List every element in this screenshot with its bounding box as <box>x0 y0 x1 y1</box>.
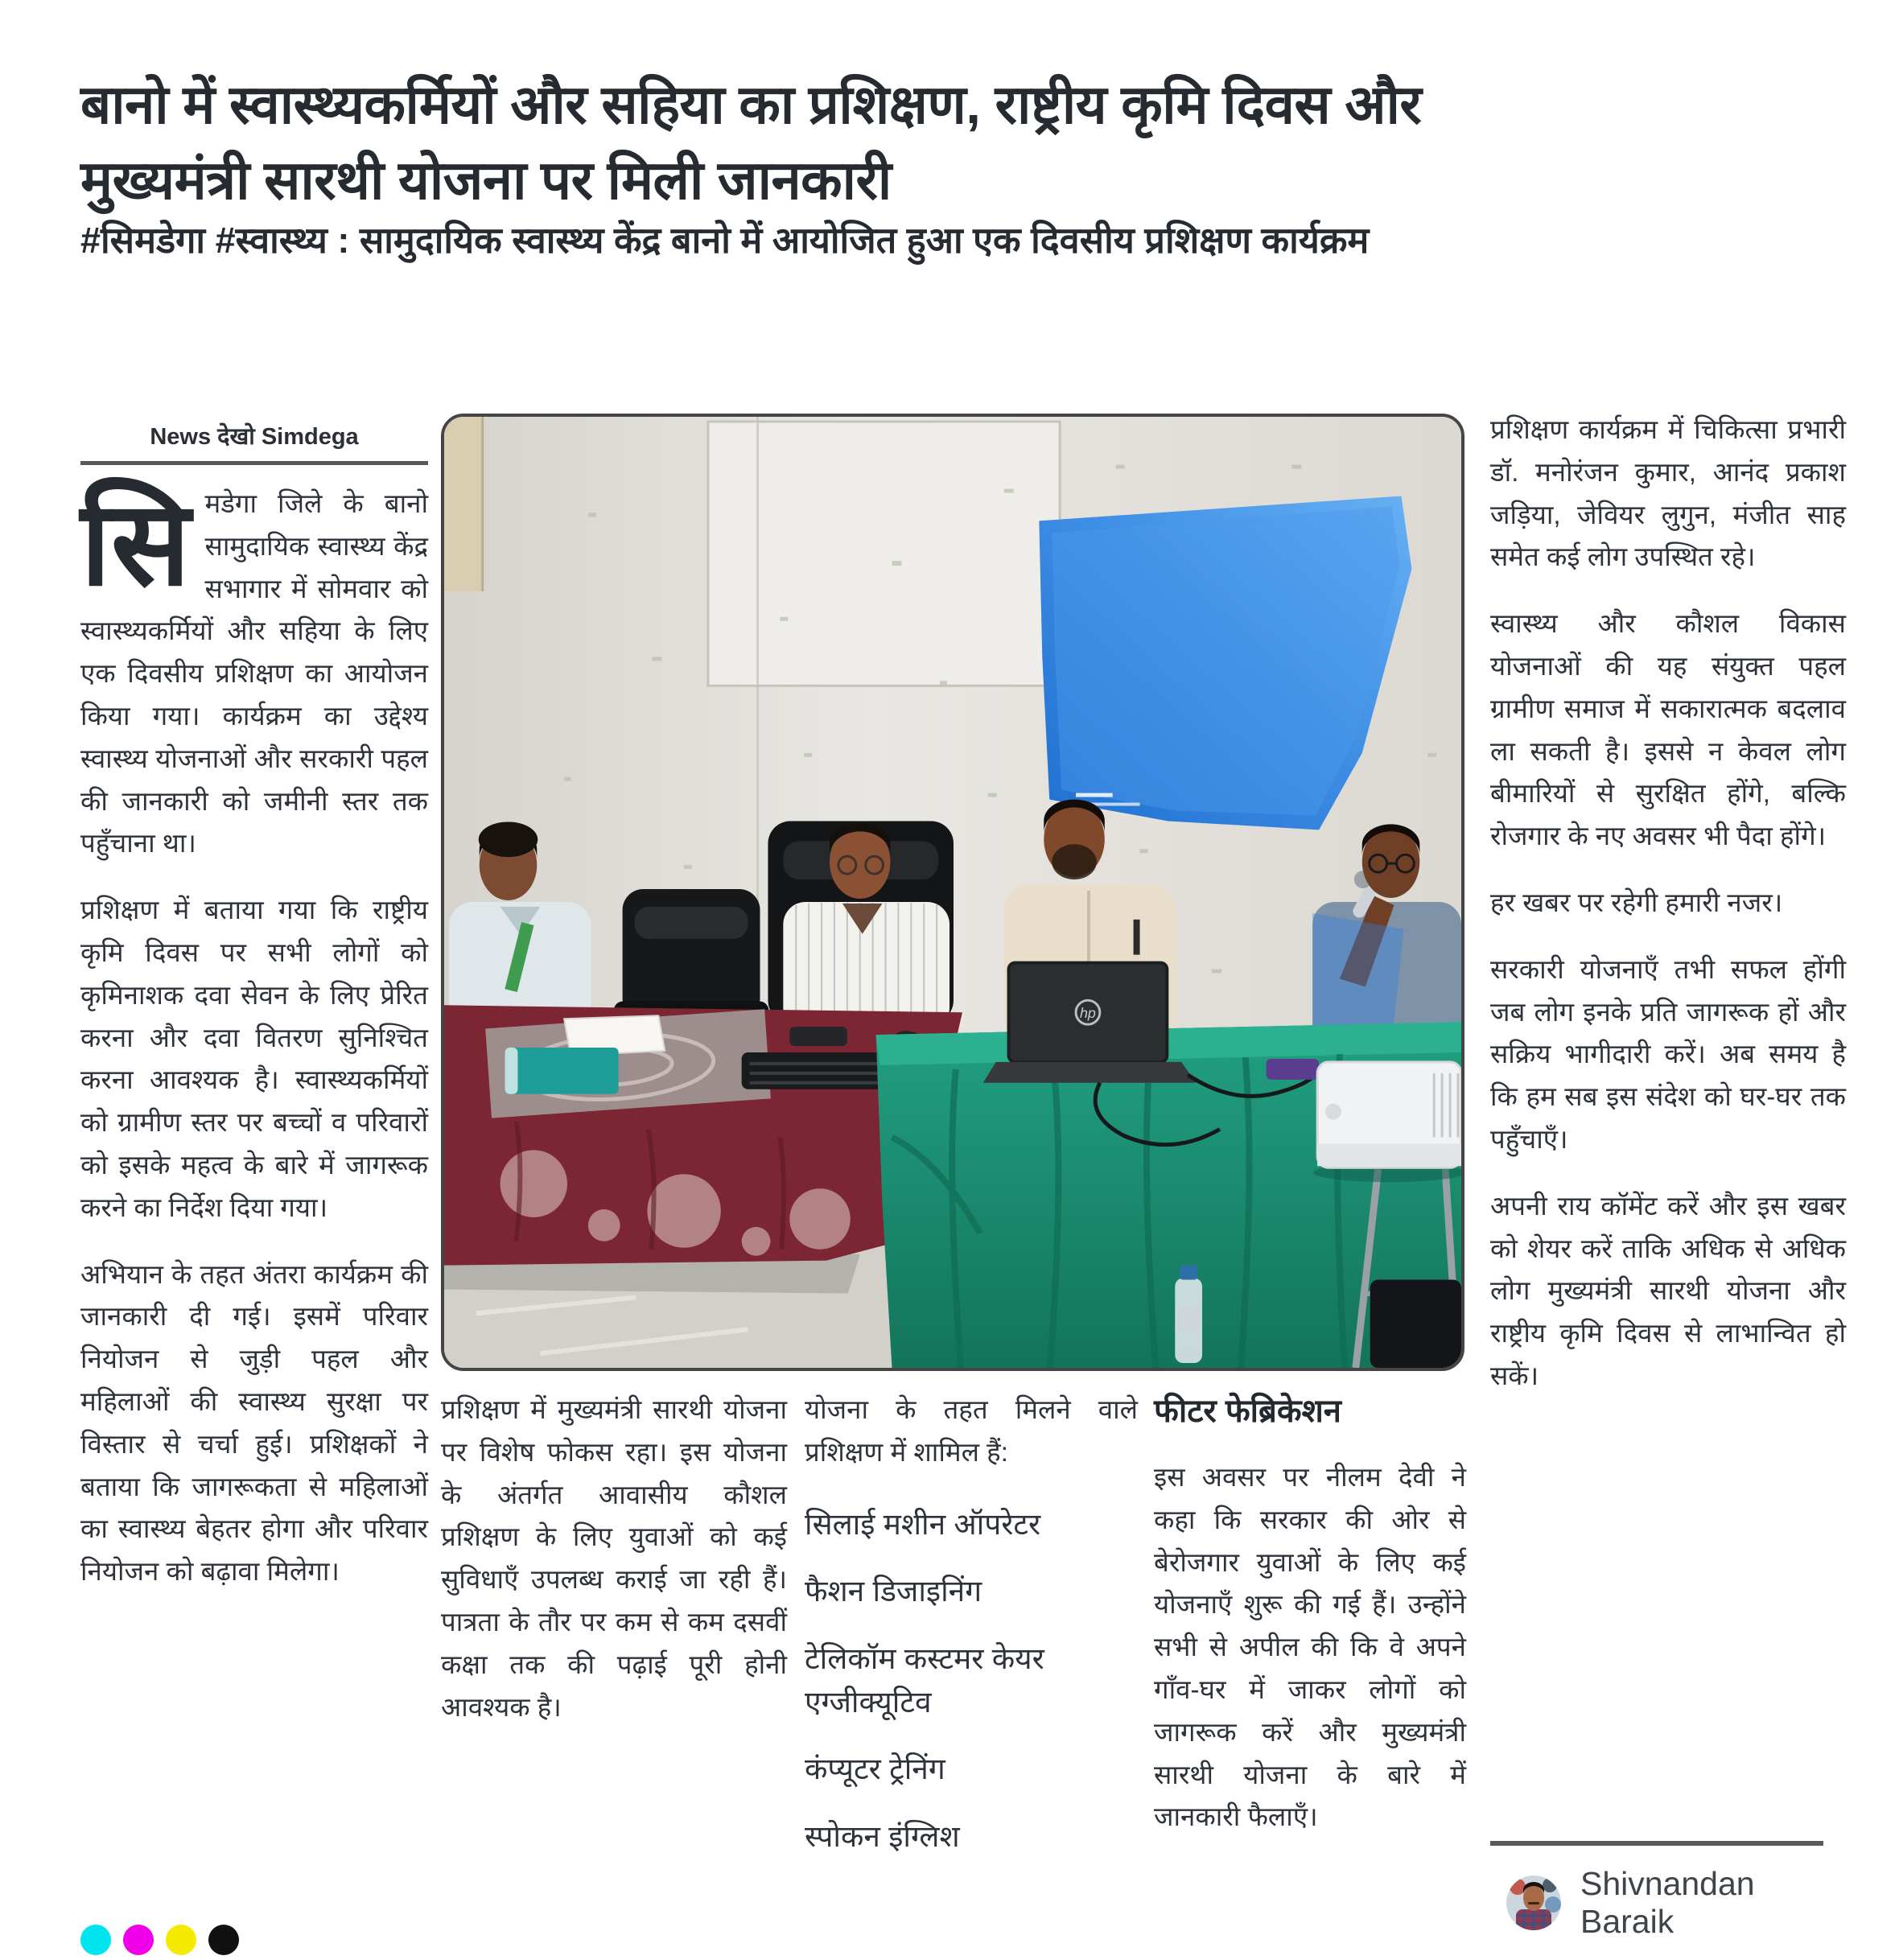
paragraph: अपनी राय कॉमेंट करें और इस खबर को शेयर करें ताकि अधिक से अधिक लोग मुख्यमंत्री सारथी योजना और राष्ट्रीय कृमि दिवस से लाभान्वित हो सकें। <box>1490 1190 1846 1390</box>
middle-column-2 <box>805 1389 1138 1882</box>
paragraph: हर खबर पर रहेगी हमारी नजर। <box>1490 887 1783 917</box>
yellow-dot <box>166 1925 196 1955</box>
training-room-scene <box>444 417 1461 1368</box>
notebook <box>505 1048 619 1094</box>
paragraph: अभियान के तहत अंतरा कार्यक्रम की जानकारी दी गई। इसमें परिवार नियोजन से जुड़ी पहल और महिलाओं की स्वास्थ्य सुरक्षा पर विस्तार से चर्चा हुई। प्रशिक्षकों ने बताया कि जागरूकता से महिलाओं का स्वास्थ्य बेहतर होगा और परिवार नियोजन को बढ़ावा मिलेगा। <box>80 1258 428 1587</box>
purple-device <box>1267 1059 1320 1080</box>
course-item: फैशन डिजाइनिंग <box>805 1575 982 1608</box>
cupboard-corner <box>444 417 483 591</box>
course-item: स्पोकन इंग्लिश <box>805 1819 960 1853</box>
author-avatar <box>1506 1876 1561 1930</box>
byline-block <box>80 420 428 465</box>
section-heading: फीटर फेब्रिकेशन <box>1154 1394 1341 1429</box>
paragraph: इस अवसर पर नीलम देवी ने कहा कि सरकार की ओर से बेरोजगार युवाओं के लिए कई योजनाएँ शुरू की गई हैं। उन्होंने सभी से अपील की कि वे अपने गाँव-घर में जाकर लोगों को जागरूक करें और मुख्यमंत्री सारथी योजना के बारे में जानकारी फैलाएँ। <box>1154 1462 1466 1832</box>
course-item: टेलिकॉम कस्टमर केयर एग्जीक्यूटिव <box>805 1641 1044 1719</box>
magenta-dot <box>123 1925 154 1955</box>
office-chair-empty <box>614 889 769 1022</box>
print-color-marks <box>80 1923 251 1957</box>
course-item: सिलाई मशीन ऑपरेटर <box>805 1507 1041 1541</box>
projector <box>1313 1062 1461 1182</box>
laptop <box>983 963 1196 1083</box>
cyan-dot <box>80 1925 111 1955</box>
middle-column-1 <box>441 1389 787 1752</box>
author-block <box>1490 1841 1823 1941</box>
dark-case <box>1370 1280 1461 1368</box>
article-subheadline: #सिमडेगा #स्वास्थ्य : सामुदायिक स्वास्थ्य केंद्र बानो में आयोजित हुआ एक दिवसीय प्रशिक्षण कार्यक्रम <box>80 220 1370 261</box>
course-list-intro: योजना के तहत मिलने वाले प्रशिक्षण में शामिल हैं: <box>805 1394 1138 1467</box>
paragraph: स्वास्थ्य और कौशल विकास योजनाओं की यह संयुक्त पहल ग्रामीण समाज में सकारात्मक बदलाव ला सकती है। इससे न केवल लोग बीमारियों से सुरक्षित होंगे, बल्कि रोजगार के नए अवसर भी पैदा होंगे। <box>1490 608 1846 851</box>
byline-source: News देखो Simdega <box>150 424 359 450</box>
right-column <box>1490 409 1846 1422</box>
black-dot <box>208 1925 239 1955</box>
author-divider <box>1490 1841 1823 1846</box>
paragraph: प्रशिक्षण में मुख्यमंत्री सारथी योजना पर विशेष फोकस रहा। इस योजना के अंतर्गत आवासीय कौशल प्रशिक्षण के लिए युवाओं को कई सुविधाएँ उपलब्ध कराई जा रही हैं। पात्रता के तौर पर कम से कम दसवीं कक्षा तक की पढ़ाई पूरी होनी आवश्यक है। <box>441 1394 787 1722</box>
paragraph-text: मडेगा जिले के बानो सामुदायिक स्वास्थ्य केंद्र सभागार में सोमवार को स्वास्थ्यकर्मियों और सहिया के लिए एक दिवसीय प्रशिक्षण का आयोजन किया गया। कार्यक्रम का उद्देश्य स्वास्थ्य योजनाओं और सरकारी पहल की जानकारी को जमीनी स्तर तक पहुँचाना था। <box>80 488 428 859</box>
article-photo <box>441 414 1464 1371</box>
paragraph: सरकारी योजनाएँ तभी सफल होंगी जब लोग इनके प्रति जागरूक हों और सक्रिय भागीदारी करें। अब समय है कि हम सब इस संदेश को घर-घर तक पहुँचाएँ। <box>1490 953 1846 1154</box>
paragraph <box>80 478 428 865</box>
article-headline: बानो में स्वास्थ्यकर्मियों और सहिया का प्रशिक्षण, राष्ट्रीय कृमि दिवस और मुख्यमंत्री सारथी योजना पर मिली जानकारी <box>80 75 1422 211</box>
water-bottle <box>1175 1266 1202 1363</box>
drop-cap: सि <box>80 478 191 609</box>
whiteboard <box>708 422 1060 686</box>
avatar-image <box>1506 1876 1561 1930</box>
paragraph: प्रशिक्षण कार्यक्रम में चिकित्सा प्रभारी डॉ. मनोरंजन कुमार, आनंद प्रकाश जड़िया, जेवियर लुगुन, मंजीत साह समेत कई लोग उपस्थित रहे। <box>1490 414 1846 572</box>
author-name: Shivnandan Baraik <box>1580 1865 1755 1940</box>
middle-column-3 <box>1154 1386 1466 1863</box>
left-column <box>80 478 428 1617</box>
mobile-phone <box>789 1027 847 1046</box>
paragraph: प्रशिक्षण में बताया गया कि राष्ट्रीय कृमि दिवस पर सभी लोगों को कृमिनाशक दवा सेवन के लिए प्रेरित करना और दवा वितरण सुनिश्चित करना आवश्यक है। स्वास्थ्यकर्मियों को ग्रामीण स्तर पर बच्चों व परिवारों को इसके महत्व के बारे में जागरूक करने का निर्देश दिया गया। <box>80 895 428 1222</box>
byline-divider <box>80 461 428 465</box>
course-item: कंप्यूटर ट्रेनिंग <box>805 1752 945 1786</box>
laptop-logo-text: hp <box>1079 1005 1096 1022</box>
